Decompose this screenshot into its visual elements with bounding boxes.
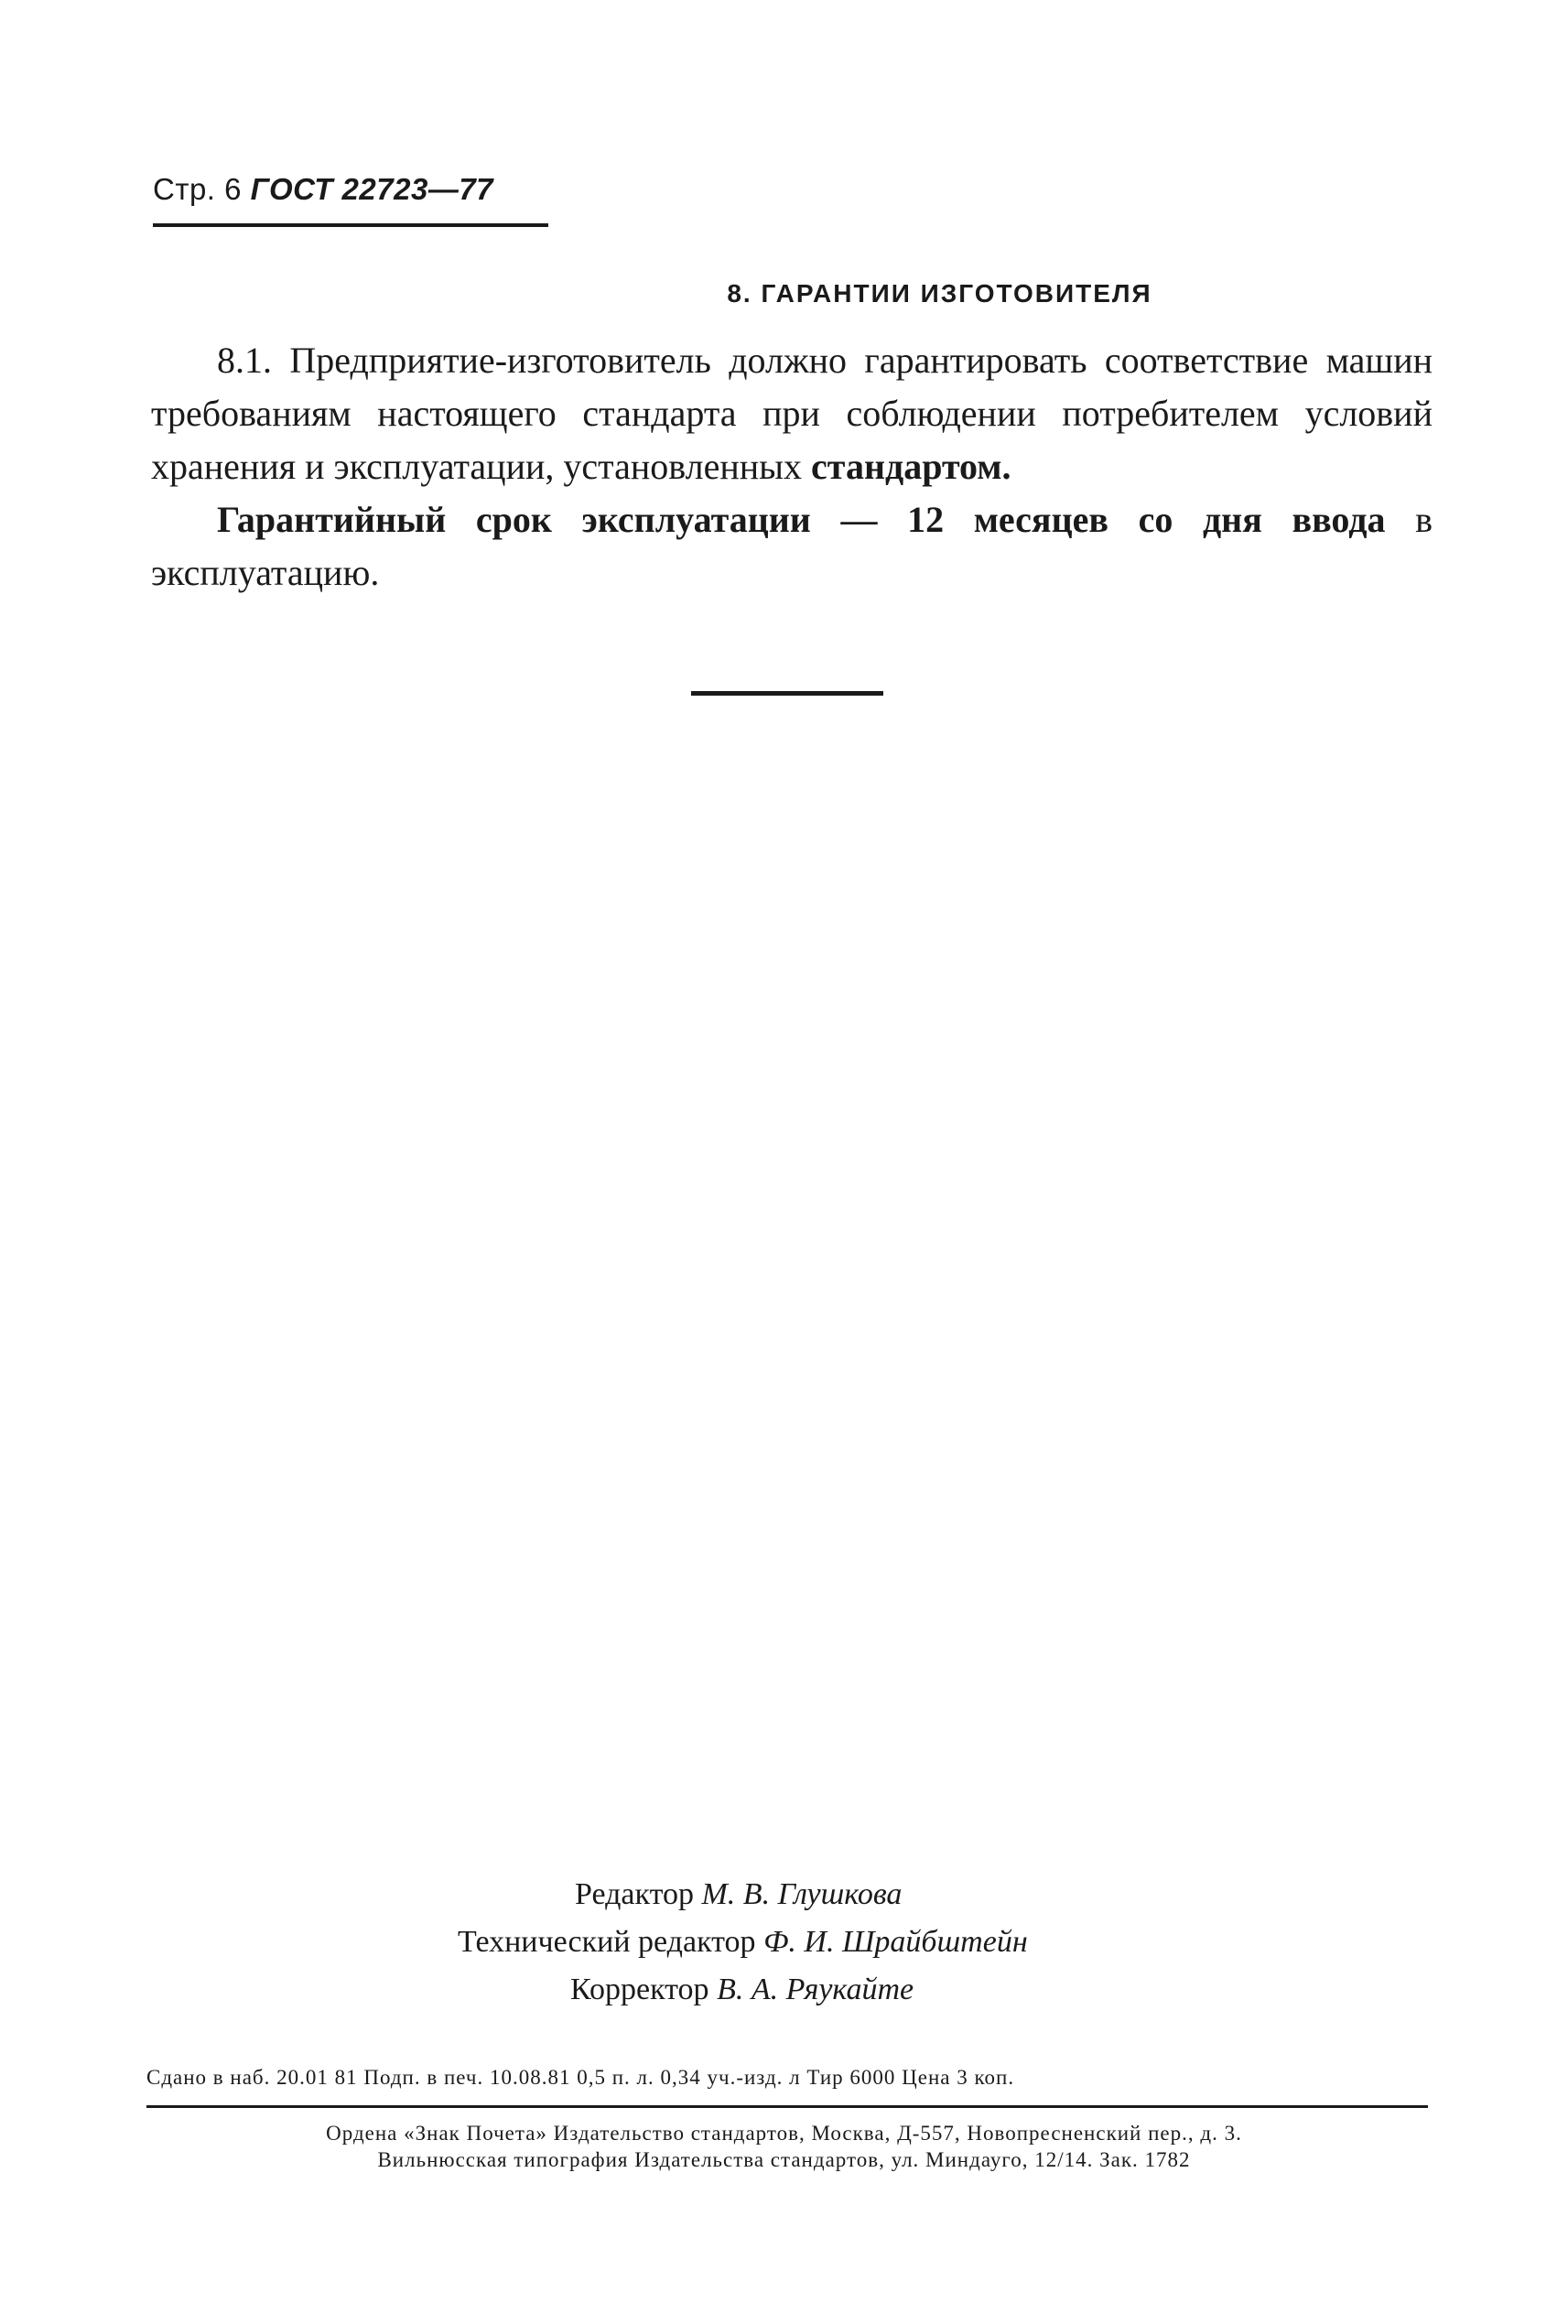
page-number: Стр. 6 bbox=[153, 172, 242, 206]
warranty-period-tail: в эксплуатацию. bbox=[151, 499, 1433, 593]
corrector-name: В. А. Ряукайте bbox=[717, 1973, 914, 2006]
end-rule bbox=[691, 691, 883, 696]
tech-editor-role: Технический редактор bbox=[458, 1925, 756, 1959]
paragraph-8-1-text: 8.1. Предприятие-изготовитель должно гарантировать соответствие машин требованиям настоящего стандарта при соблюдении потребителем условий хранения и эксплуатации, установленных bbox=[151, 340, 1433, 487]
header-rule bbox=[153, 223, 548, 227]
page-header bbox=[153, 172, 548, 207]
corrector-role: Корректор bbox=[570, 1973, 709, 2006]
tech-editor-name: Ф. И. Шрайбштейн bbox=[763, 1925, 1028, 1959]
editor-role: Редактор bbox=[575, 1877, 694, 1911]
paragraph-warranty bbox=[151, 493, 1433, 600]
imprint-publisher: Ордена «Знак Почета» Издательство стандартов, Москва, Д-557, Новопресненский пер., д. 3. bbox=[326, 2122, 1242, 2145]
imprint-printing-house: Вильнюсская типография Издательства стандартов, ул. Миндауго, 12/14. Зак. 1782 bbox=[377, 2148, 1191, 2171]
warranty-period-text: Гарантийный срок эксплуатации — 12 месяцев со дня ввода bbox=[217, 499, 1386, 540]
section-title: 8. ГАРАНТИИ ИЗГОТОВИТЕЛЯ bbox=[727, 279, 1152, 308]
editor-credit bbox=[575, 1872, 902, 1918]
paragraph-8-1-end: стандартом. bbox=[811, 446, 1011, 487]
tech-editor-credit bbox=[458, 1919, 1028, 1965]
editor-name: М. В. Глушкова bbox=[701, 1877, 903, 1911]
standard-number: ГОСТ 22723—77 bbox=[250, 172, 494, 206]
imprint-print-data: Сдано в наб. 20.01 81 Подп. в печ. 10.08.81 0,5 п. л. 0,34 уч.-изд. л Тир 6000 Цена 3 коп. bbox=[146, 2066, 1015, 2089]
imprint-rule bbox=[146, 2105, 1428, 2108]
body-text bbox=[151, 334, 1433, 600]
corrector-credit bbox=[570, 1967, 914, 2013]
paragraph-8-1 bbox=[151, 334, 1433, 493]
